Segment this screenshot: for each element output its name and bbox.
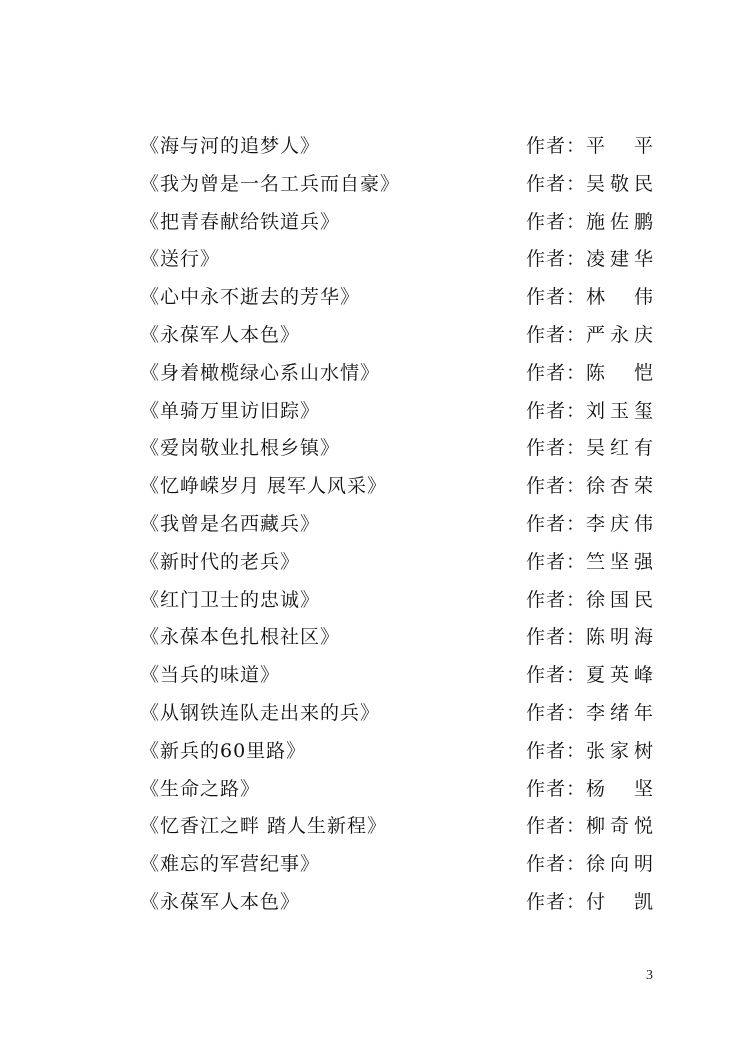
list-item (140, 506, 660, 544)
article-title: 《我曾是名西藏兵》 (140, 512, 321, 535)
article-title: 《难忘的军营纪事》 (140, 853, 321, 876)
article-list (140, 128, 660, 922)
article-title: 《送行》 (140, 248, 221, 271)
author-credit (526, 355, 654, 393)
article-title: 《当兵的味道》 (140, 664, 281, 687)
article-title: 《单骑万里访旧踪》 (140, 399, 321, 422)
author-name: 林 伟 (586, 286, 655, 309)
list-item (140, 355, 660, 393)
article-title: 《从钢铁连队走出来的兵》 (140, 701, 381, 724)
author-label: 作者： (526, 588, 587, 611)
author-name: 徐向明 (586, 853, 655, 876)
list-item (140, 317, 660, 355)
author-label: 作者： (526, 399, 587, 422)
author-name: 张家树 (586, 739, 655, 762)
article-title: 《心中永不逝去的芳华》 (140, 286, 361, 309)
article-title: 《生命之路》 (140, 777, 261, 800)
author-label: 作者： (526, 248, 587, 271)
article-title: 《把青春献给铁道兵》 (140, 210, 341, 233)
author-label: 作者： (526, 701, 587, 724)
author-credit (526, 241, 654, 279)
article-title: 《永葆军人本色》 (140, 323, 301, 346)
author-credit (526, 808, 654, 846)
author-label: 作者： (526, 210, 587, 233)
article-title: 《海与河的追梦人》 (140, 135, 321, 157)
author-label: 作者： (526, 815, 587, 838)
author-label: 作者： (526, 437, 587, 460)
author-label: 作者： (526, 172, 587, 195)
author-name: 徐国民 (586, 588, 655, 611)
list-item (140, 808, 660, 846)
author-credit (526, 430, 654, 468)
list-item (140, 241, 660, 279)
author-name: 吴敬民 (586, 172, 655, 195)
author-name: 付 凯 (586, 890, 655, 913)
author-label: 作者： (526, 135, 587, 157)
author-name: 刘玉玺 (586, 399, 655, 422)
list-item (140, 544, 660, 582)
author-label: 作者： (526, 286, 587, 309)
author-credit (526, 619, 654, 657)
author-label: 作者： (526, 890, 587, 913)
author-credit (526, 279, 654, 317)
author-credit (526, 128, 654, 166)
author-name: 平 平 (586, 135, 655, 157)
author-label: 作者： (526, 853, 587, 876)
article-title: 《永葆军人本色》 (140, 890, 301, 913)
author-name: 杨 坚 (586, 777, 655, 800)
author-credit (526, 506, 654, 544)
list-item (140, 582, 660, 620)
author-credit (526, 582, 654, 620)
author-credit (526, 166, 654, 204)
author-name: 严永庆 (586, 323, 655, 346)
article-title: 《永葆本色扎根社区》 (140, 626, 341, 649)
author-label: 作者： (526, 323, 587, 346)
author-credit (526, 846, 654, 884)
list-item (140, 468, 660, 506)
list-item (140, 279, 660, 317)
author-label: 作者： (526, 512, 587, 535)
author-label: 作者： (526, 475, 587, 498)
list-item (140, 733, 660, 771)
article-title: 《爱岗敬业扎根乡镇》 (140, 437, 341, 460)
list-item (140, 771, 660, 809)
author-credit (526, 468, 654, 506)
article-title: 《红门卫士的忠诚》 (140, 588, 321, 611)
author-name: 夏英峰 (586, 664, 655, 687)
author-credit (526, 695, 654, 733)
author-label: 作者： (526, 739, 587, 762)
article-title: 《新兵的60里路》 (140, 739, 307, 762)
article-title: 《身着橄榄绿心系山水情》 (140, 361, 381, 384)
author-credit (526, 204, 654, 242)
author-name: 陈明海 (586, 626, 655, 649)
author-credit (526, 884, 654, 922)
author-name: 李绪年 (586, 701, 655, 724)
author-label: 作者： (526, 664, 587, 687)
author-label: 作者： (526, 777, 587, 800)
author-name: 竺坚强 (586, 550, 655, 573)
list-item (140, 393, 660, 431)
author-credit (526, 317, 654, 355)
author-credit (526, 657, 654, 695)
author-label: 作者： (526, 626, 587, 649)
article-title: 《我为曾是一名工兵而自豪》 (140, 172, 401, 195)
article-title: 《新时代的老兵》 (140, 550, 301, 573)
author-credit (526, 544, 654, 582)
list-item (140, 884, 660, 922)
author-name: 施佐鹏 (586, 210, 655, 233)
page-number: 3 (646, 968, 653, 983)
author-credit (526, 733, 654, 771)
author-label: 作者： (526, 361, 587, 384)
list-item (140, 204, 660, 242)
author-name: 柳奇悦 (586, 815, 655, 838)
list-item (140, 430, 660, 468)
author-name: 徐杏荣 (586, 475, 655, 498)
author-name: 凌建华 (586, 248, 655, 271)
list-item (140, 846, 660, 884)
list-item (140, 695, 660, 733)
article-title: 《忆香江之畔 踏人生新程》 (140, 815, 388, 838)
list-item (140, 166, 660, 204)
author-credit (526, 771, 654, 809)
list-item (140, 619, 660, 657)
article-title: 《忆峥嵘岁月 展军人风采》 (140, 475, 388, 498)
list-item (140, 657, 660, 695)
list-item (140, 128, 660, 166)
author-name: 陈 恺 (586, 361, 655, 384)
author-name: 吴红有 (586, 437, 655, 460)
author-credit (526, 393, 654, 431)
author-label: 作者： (526, 550, 587, 573)
author-name: 李庆伟 (586, 512, 655, 535)
